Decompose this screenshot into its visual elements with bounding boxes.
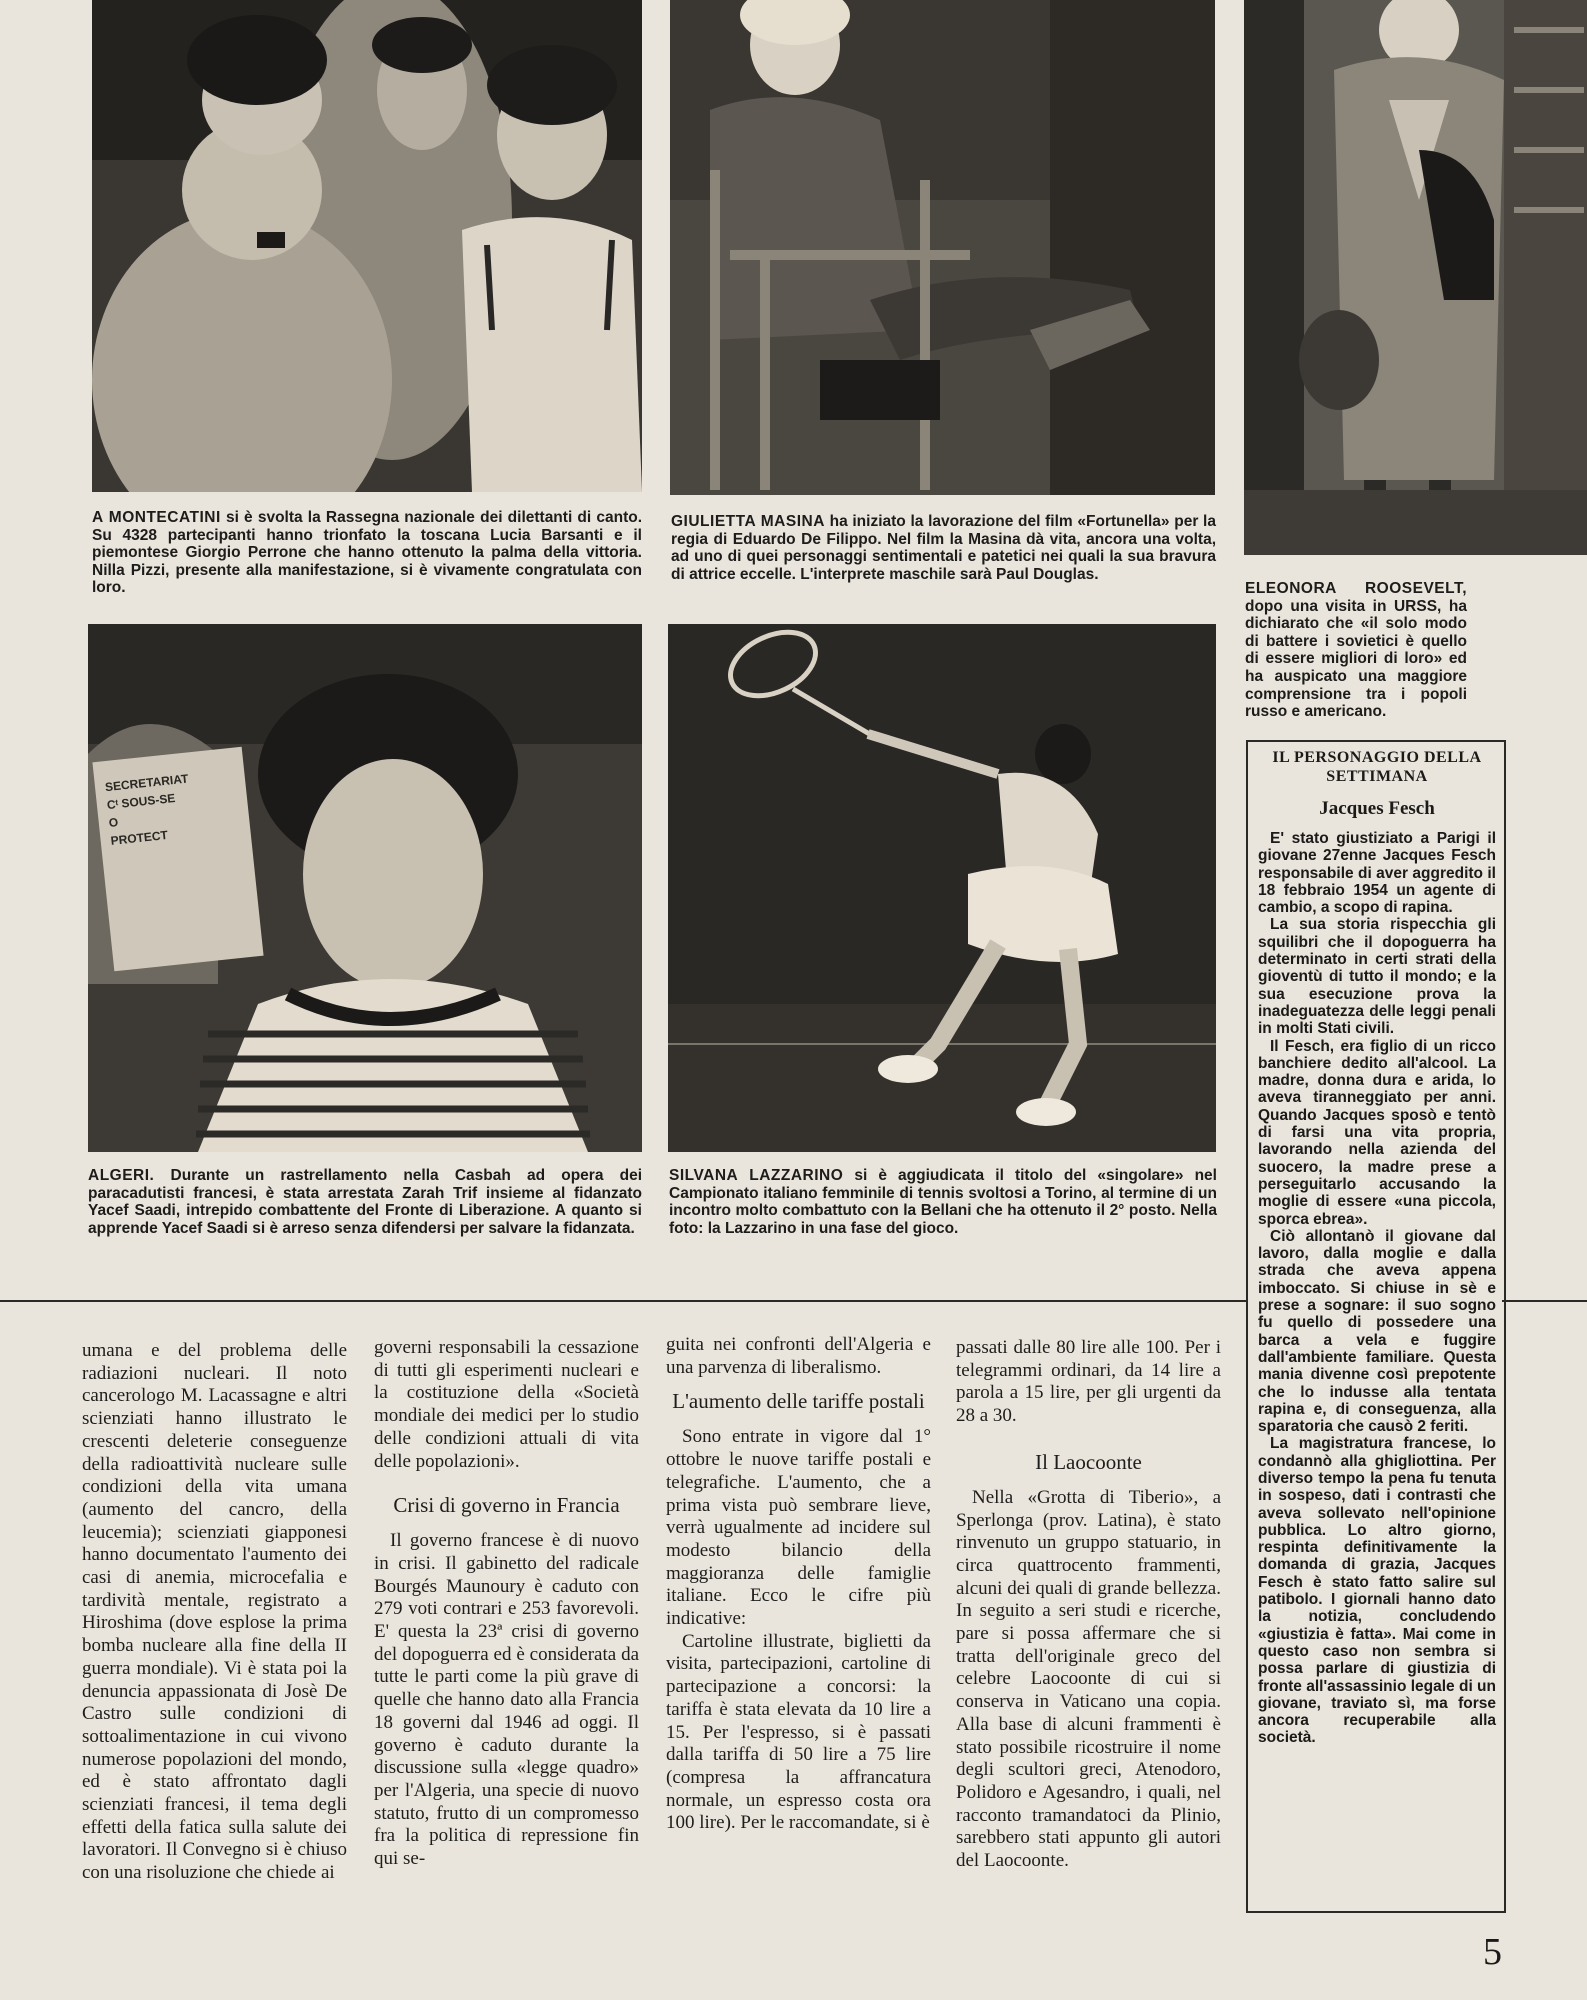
article-column-3 — [666, 1334, 931, 1835]
caption-masina — [671, 513, 1216, 583]
photo-giulietta-masina — [670, 0, 1215, 495]
box-body — [1258, 830, 1496, 1747]
section-heading: Il Laocoonte — [1035, 1449, 1142, 1474]
caption-text: si è aggiudicata il titolo del «singolare» nel Campionato italiano femminile di tennis svoltosi a Torino, al termine di un incontro molto combattuto con la Bellani che ha ottenuto il 2° posto. Nella foto: la Lazzarino in una fase del gioco. — [669, 1167, 1217, 1237]
box-paragraph: Ciò allontanò il giovane dal lavoro, dalla moglie e dalla strada che aveva appena imboccato. Si chiuse in sè e prese a sognare: il suo sogno fu quello di possedere una barca a vela e fuggire dall'ambiente familiare. Questa mania divenne così prepotente che lo indusse alla tentata rapina e, di conseguenza, alla sparatoria che causò 2 feriti. — [1258, 1227, 1496, 1436]
photo-eleonora-roosevelt — [1244, 0, 1587, 555]
photo-silvana-lazzarino-tennis — [668, 624, 1216, 1152]
box-name: Jacques Fesch — [1319, 798, 1435, 819]
page-number: 5 — [1483, 1931, 1502, 1973]
svg-text:PROTECT: PROTECT — [110, 827, 169, 848]
caption-lead: GIULIETTA MASINA — [671, 513, 825, 530]
svg-text:O: O — [108, 815, 119, 830]
caption-text: dopo una visita in URSS, ha dichiarato che «il solo modo di battere i sovietici è quello di essere migliori di loro» ed ha auspicato una maggiore comprensione tra i popoli russo e americano. — [1245, 597, 1467, 721]
personaggio-box — [1246, 740, 1506, 1913]
caption-montecatini — [92, 509, 642, 597]
article-text: passati dalle 80 lire alle 100. Per i telegrammi ordinari, da 14 lire a parola a 15 lire, per gli urgenti da 28 a 30. — [956, 1337, 1221, 1427]
caption-text: si è svolta la Rassegna nazionale dei dilettanti di canto. Su 4328 partecipanti hanno trionfato la toscana Lucia Barsanti e il piemontese Giorgio Perrone che hanno ottenuto la palma della vittoria. Nilla Pizzi, presente alla manifestazione, si è vivamente congratulata con loro. — [92, 509, 643, 597]
article-text: guita nei confronti dell'Algeria e una parvenza di liberalismo. — [666, 1334, 931, 1378]
box-paragraph: Il Fesch, era figlio di un ricco banchiere dedito all'alcool. La madre, donna dura e arida, lo aveva tiranneggiato per anni. Quando Jacques sposò e tentò di farsi una vita propria, lavorando nella azienda del suocero, la madre prese a perseguitarlo accusando la moglie di essere «una piccola, sporca ebrea». — [1258, 1037, 1496, 1228]
section-divider — [0, 1300, 1246, 1302]
article-column-4 — [956, 1337, 1221, 1873]
svg-text:SECRETARIAT: SECRETARIAT — [104, 771, 189, 795]
caption-lead: SILVANA LAZZARINO — [669, 1167, 844, 1184]
photo-montecatini-singers — [92, 0, 642, 492]
svg-text:Cᵗ SOUS-SE: Cᵗ SOUS-SE — [106, 790, 176, 813]
caption-lead: A MONTECATINI — [92, 509, 221, 526]
section-heading: Crisi di governo in Francia — [393, 1493, 620, 1518]
caption-algeri — [88, 1167, 642, 1237]
caption-lazzarino — [669, 1167, 1217, 1237]
box-kicker: IL PERSONAGGIO DELLA SETTIMANA — [1272, 749, 1482, 785]
box-paragraph: E' stato giustiziato a Parigi il giovane 27enne Jacques Fesch responsabile di aver aggredito il 18 febbraio 1954 un agente di cambio, a scopo di rapina. — [1258, 830, 1496, 917]
article-text: Cartoline illustrate, biglietti da visita, partecipazioni, cartoline di partecipazione a concorsi: la tariffa è stata elevata da 10 lire a 15. Per l'espresso, si è passati dalla tariffa di 50 lire a 75 lire (compresa la affrancatura normale, un espresso costa ora 100 lire). Per le raccomandate, si è — [666, 1630, 931, 1834]
caption-lead: ELEONORA ROOSEVELT, — [1245, 580, 1467, 597]
caption-text: ha iniziato la lavorazione del film «Fortunella» per la regia di Eduardo De Filippo. Nel film la Masina dà vita, ancora una volta, ad uno di quei personaggi sentimentali e patetici nei quali la sua bravura di attrice eccelle. L'interprete maschile sarà Paul Douglas. — [671, 513, 1216, 583]
article-column-2 — [374, 1337, 639, 1871]
article-text: Sono entrate in vigore dal 1° ottobre le nuove tariffe postali e telegrafiche. L'aumento, che a prima vista può sembrare lieve, verrà ugualmente ad incidere sul modesto bilancio della maggioranza delle famiglie italiane. Ecco le cifre più indicative: — [666, 1426, 931, 1630]
section-heading: L'aumento delle tariffe postali — [672, 1389, 925, 1414]
article-text: Il governo francese è di nuovo in crisi. Il gabinetto del radicale Bourgés Maunoury è caduto con 279 voti contrari e 253 favorevoli. E' questa la 23ª crisi di governo del dopoguerra ed è considerata da tutte le parti come la più grave di quelle che hanno dato alla Francia 18 governi dal 1946 ad oggi. Il governo è caduto durante la discussione sulla «legge quadro» per l'Algeria, una specie di nuovo statuto, frutto di un compromesso fra la politica di repressione fin qui se- — [374, 1530, 639, 1870]
caption-lead: ALGERI. — [88, 1167, 155, 1184]
article-text: governi responsabili la cessazione di tutti gli esperimenti nucleari e la costituzione della «Società mondiale dei medici per lo studio delle condizioni attuali di vita delle popolazioni». — [374, 1337, 639, 1472]
section-divider-right — [1502, 1300, 1587, 1302]
caption-roosevelt — [1245, 580, 1467, 721]
photo-algeri-zarah-trif — [88, 624, 642, 1152]
article-text: Nella «Grotta di Tiberio», a Sperlonga (prov. Latina), è stato rinvenuto un gruppo statuario, in circa quattrocento frammenti, alcuni dei quali di grande bellezza. In seguito a seri studi e ricerche, pare si possa affermare che si tratta dell'originale greco del celebre Laocoonte di cui si conserva in Vaticano una copia. Alla base di alcuni frammenti è stato possibile ricostruire il nome degli scultori greci, Atenodoro, Polidoro e Agesandro, i quali, nel racconto tramandatoci da Plinio, sarebbero stati appunto gli autori del Laocoonte. — [956, 1486, 1221, 1872]
article-column-1 — [82, 1340, 347, 1885]
box-paragraph: La sua storia rispecchia gli squilibri che il dopoguerra ha determinato in certi strati della gioventù di tutto il mondo; e la sua esecuzione prova la inadeguatezza delle leggi penali in molti Stati civili. — [1258, 916, 1496, 1038]
box-paragraph: La magistratura francese, lo condannò alla ghigliottina. Per diverso tempo la pena fu tenuta in sospeso, dati i contrasti che aveva sollevato nell'opinione pubblica. Lo altro giorno, respinta definitivamente la domanda di grazia, Jacques Fesch è stato fatto salire sul patibolo. I giornali hanno dato la notizia, concludendo «giustizia è fatta». Mai come in questo caso non sembra si possa parlare di giustizia di fronte all'assassinio legale di un giovane, traviato sì, ma forse ancora recuperabile alla società. — [1258, 1435, 1496, 1747]
article-text: umana e del problema delle radiazioni nucleari. Il noto cancerologo M. Lacassagne e altri scienziati hanno illustrato le crescenti deleterie conseguenze della radioattività nucleare sulle condizioni della vita umana (aumento del cancro, della leucemia); scienziati giapponesi hanno documentato l'aumento dei casi di anemia, microcefalia e tardività mentale, registrato a Hiroshima (dove esplose la prima bomba nucleare alla fine della II guerra mondiale). Vi è stata poi la denuncia appassionata di Josè De Castro sulle condizioni di sottoalimentazione in cui vivono numerose popolazioni del mondo, ed è stato affrontato dagli scienziati francesi, il tema degli effetti della fatica sulla salute dei lavoratori. Il Convegno si è chiuso con una risoluzione che chiede ai — [82, 1340, 347, 1884]
caption-text: Durante un rastrellamento nella Casbah ad opera dei paracadutisti francesi, è stata arrestata Zarah Trif insieme al fidanzato Yacef Saadi, intrepido combattente del Fronte di Liberazione. A quanto si apprende Yacef Saadi si è arreso senza difendersi per salvare la fidanzata. — [88, 1167, 642, 1237]
